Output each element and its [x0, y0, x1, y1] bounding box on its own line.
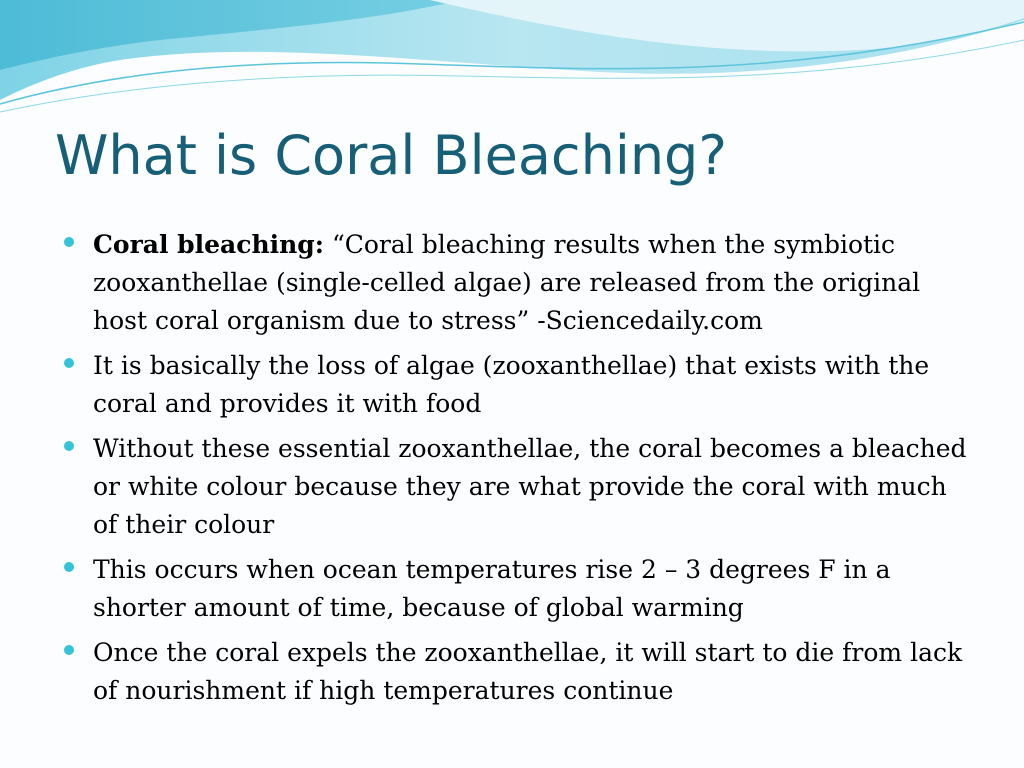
- bullet-text: It is basically the loss of algae (zooxanthellae) that exists with the coral and provides it with food: [93, 351, 930, 418]
- bullet-list: [64, 226, 974, 717]
- bullet-dot-icon: [64, 562, 74, 572]
- bullet-term: Coral bleaching:: [93, 230, 325, 259]
- bullet-text: This occurs when ocean temperatures rise 2 – 3 degrees F in a shorter amount of time, because of global warming: [93, 555, 891, 622]
- bullet-item: [64, 347, 974, 423]
- bullet-dot-icon: [64, 645, 74, 655]
- bullet-dot-icon: [64, 237, 74, 247]
- bullet-text: Once the coral expels the zooxanthellae, it will start to die from lack of nourishment if high temperatures continue: [93, 638, 963, 705]
- bullet-item: [64, 430, 974, 544]
- bullet-text: Without these essential zooxanthellae, the coral becomes a bleached or white colour because they are what provide the coral with much of their colour: [93, 434, 967, 539]
- bullet-dot-icon: [64, 358, 74, 368]
- bullet-item: [64, 226, 974, 340]
- bullet-item: [64, 551, 974, 627]
- header-wave-decoration: [0, 0, 1024, 130]
- bullet-item: [64, 634, 974, 710]
- bullet-text: “Coral bleaching results when the symbiotic zooxanthellae (single-celled algae) are released from the original host coral organism due to stress” -Sciencedaily.com: [93, 230, 921, 335]
- bullet-dot-icon: [64, 441, 74, 451]
- slide-title: What is Coral Bleaching?: [55, 124, 727, 187]
